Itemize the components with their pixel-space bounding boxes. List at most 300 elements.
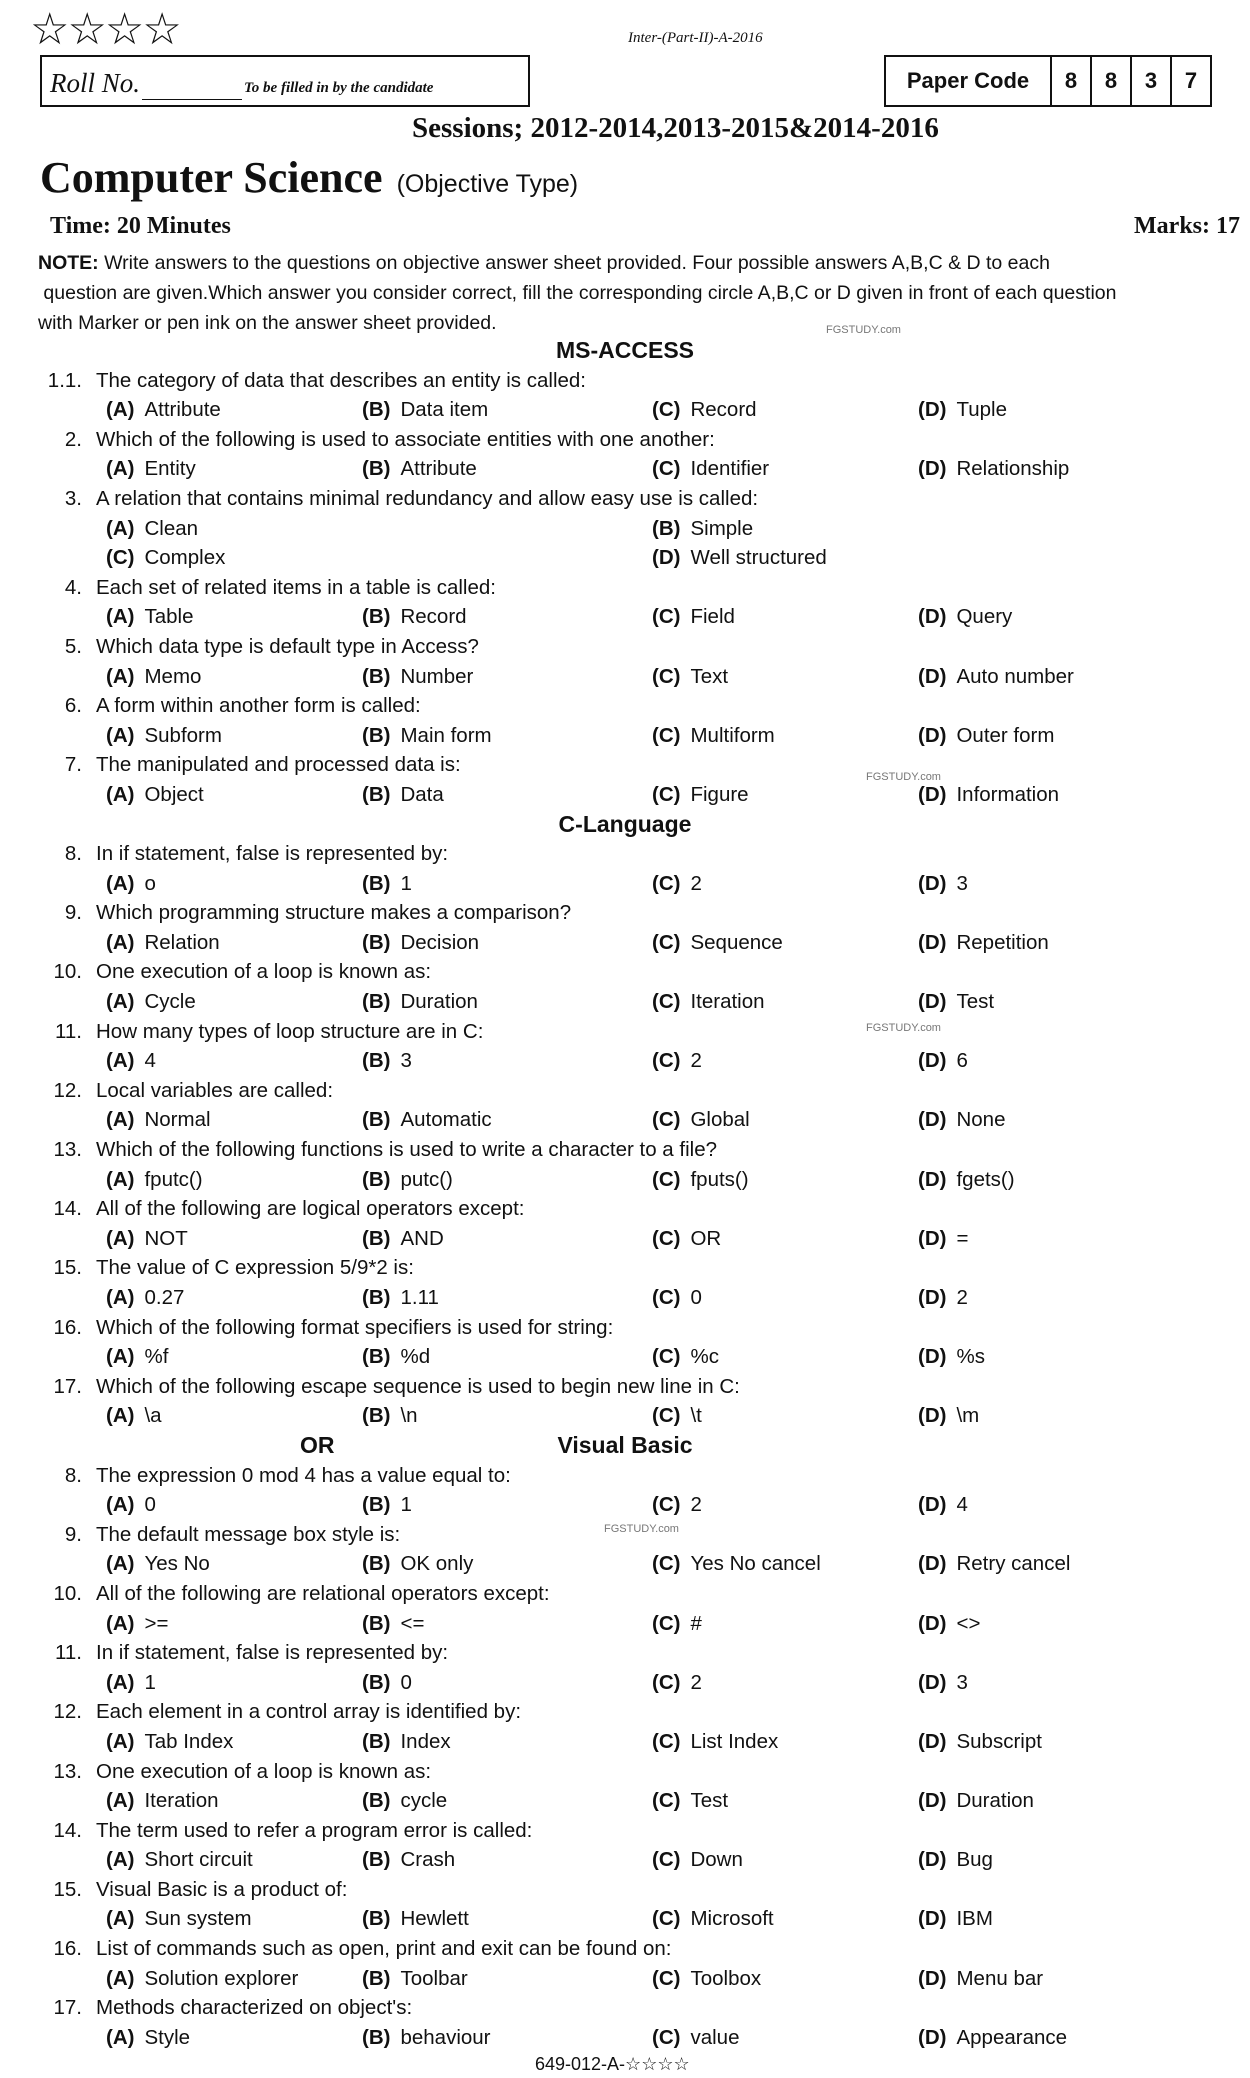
answer-option [106, 1549, 210, 1579]
answer-option [362, 454, 477, 484]
option-text: Repetition [956, 930, 1049, 954]
options-row [0, 454, 1250, 484]
answer-option [362, 1668, 412, 1698]
question [0, 691, 1250, 721]
option-text: Figure [690, 782, 749, 806]
answer-option [918, 1046, 968, 1076]
option-letter: (B) [362, 1552, 391, 1576]
option-letter: (C) [652, 930, 681, 954]
option-letter: (A) [106, 1789, 135, 1813]
option-letter: (D) [918, 1789, 947, 1813]
option-text: Complex [144, 546, 226, 570]
option-text: value [690, 2025, 740, 2049]
section-heading [0, 1431, 1250, 1461]
answer-option [918, 1401, 979, 1431]
answer-option [362, 1283, 439, 1313]
option-text: Solution explorer [144, 1966, 299, 1990]
section-title: MS-ACCESS [555, 337, 694, 363]
answer-option [652, 2023, 739, 2053]
option-letter: (A) [106, 2025, 135, 2049]
options-row [0, 662, 1250, 692]
question-number: 3. [64, 486, 82, 510]
question-number: 2. [64, 427, 82, 451]
question-text: Which of the following escape sequence is used to begin new line in C: [96, 1374, 740, 1398]
question-number: 16. [53, 1315, 82, 1339]
paper-code-digit: 8 [1090, 57, 1130, 105]
option-letter: (A) [106, 1493, 135, 1517]
answer-option [362, 1046, 412, 1076]
option-letter: (C) [652, 1966, 681, 1990]
answer-option [106, 987, 196, 1017]
time-allowed: Time: 20 Minutes [50, 213, 231, 239]
answer-option [362, 1609, 424, 1639]
option-letter: (C) [652, 457, 681, 481]
question [0, 425, 1250, 455]
option-text: 1 [400, 871, 412, 895]
answer-option [362, 1490, 412, 1520]
option-letter: (D) [918, 1670, 947, 1694]
answer-option [362, 602, 467, 632]
option-letter: (A) [106, 1670, 135, 1694]
footer-code: 649-012-A-☆☆☆☆ [535, 2054, 690, 2074]
option-text: Data [400, 782, 444, 806]
option-letter: (B) [362, 1907, 391, 1931]
or-separator: OR [300, 1431, 335, 1458]
answer-option [652, 1668, 702, 1698]
option-text: Toolbox [690, 1966, 762, 1990]
option-text: o [144, 871, 156, 895]
question-number: 10. [53, 960, 82, 984]
option-letter: (C) [652, 782, 681, 806]
option-letter: (C) [652, 723, 681, 747]
option-letter: (C) [652, 664, 681, 688]
option-text: Sequence [690, 930, 783, 954]
option-letter: (B) [362, 1729, 391, 1753]
options-row [0, 869, 1250, 899]
option-text: behaviour [400, 2025, 491, 2049]
question-number: 1.1. [47, 368, 82, 392]
question-number: 15. [53, 1256, 82, 1280]
answer-option [106, 1165, 203, 1195]
question-number: 13. [53, 1138, 82, 1162]
option-letter: (D) [918, 2025, 947, 2049]
answer-option [106, 395, 221, 425]
answer-option [918, 1490, 968, 1520]
question-text: Each element in a control array is identified by: [96, 1700, 522, 1724]
option-letter: (D) [918, 871, 947, 895]
answer-option [918, 454, 1069, 484]
paper-code-digit: 8 [1050, 57, 1090, 105]
option-text: Yes No cancel [690, 1552, 821, 1576]
option-text: Short circuit [144, 1848, 253, 1872]
option-text: 2 [690, 871, 702, 895]
roll-note: To be filled in by the candidate [244, 80, 434, 96]
option-text: OK only [400, 1552, 474, 1576]
answer-option [106, 869, 156, 899]
answer-option [918, 602, 1012, 632]
option-letter: (A) [106, 1404, 135, 1428]
option-letter: (C) [652, 871, 681, 895]
question-text: Which programming structure makes a comparison? [96, 901, 572, 925]
option-text: Hewlett [400, 1907, 469, 1931]
option-text: \n [400, 1404, 418, 1428]
section-title: C-Language [558, 810, 692, 837]
option-text: Record [690, 398, 757, 422]
answer-option [652, 1105, 750, 1135]
option-text: Entity [144, 457, 196, 481]
option-letter: (B) [362, 1966, 391, 1990]
note-line: with Marker or pen ink on the answer sheet provided. [38, 312, 497, 334]
options-row [0, 2023, 1250, 2053]
answer-option [652, 1904, 774, 1934]
option-letter: (B) [362, 457, 391, 481]
answer-option [918, 1549, 1070, 1579]
answer-option [652, 1401, 702, 1431]
option-letter: (A) [106, 1345, 135, 1369]
option-text: \a [144, 1404, 162, 1428]
option-text: fputs() [690, 1167, 749, 1191]
answer-option [652, 1224, 721, 1254]
watermark: FGSTUDY.com [866, 1022, 941, 1034]
options-row [0, 1786, 1250, 1816]
option-text: Multiform [690, 723, 775, 747]
option-letter: (D) [918, 1552, 947, 1576]
option-letter: (C) [652, 1167, 681, 1191]
question-text: The category of data that describes an entity is called: [96, 368, 586, 392]
option-letter: (D) [918, 1907, 947, 1931]
option-text: Retry cancel [956, 1552, 1071, 1576]
option-letter: (D) [918, 1848, 947, 1872]
exam-code: Inter-(Part-II)-A-2016 [628, 30, 763, 46]
option-text: Automatic [400, 1108, 492, 1132]
paper-code-box [884, 55, 1212, 107]
question-number: 4. [64, 575, 82, 599]
option-text: 0.27 [144, 1286, 185, 1309]
roll-number-box [40, 55, 530, 107]
answer-option [106, 543, 225, 573]
answer-option [362, 1964, 468, 1994]
option-letter: (D) [918, 990, 947, 1014]
answer-option [918, 1105, 1005, 1135]
question [0, 1934, 1250, 1964]
question-text: Local variables are called: [96, 1078, 334, 1102]
answer-option [106, 928, 220, 958]
option-letter: (B) [362, 1670, 391, 1694]
option-text: Microsoft [690, 1907, 774, 1931]
option-letter: (A) [106, 516, 135, 540]
answer-option [918, 1668, 968, 1698]
option-letter: (B) [362, 1404, 391, 1428]
answer-option [652, 543, 827, 573]
answer-option [362, 721, 492, 751]
option-text: Iteration [690, 990, 765, 1014]
option-letter: (B) [362, 1049, 391, 1073]
answer-option [106, 1105, 211, 1135]
question-text: In if statement, false is represented by: [96, 1641, 449, 1665]
answer-option [652, 514, 753, 544]
roll-blank [142, 68, 242, 100]
answer-option [362, 1549, 473, 1579]
question-text: Which of the following format specifiers is used for string: [96, 1315, 614, 1339]
answer-option [106, 1224, 188, 1254]
option-letter: (D) [918, 1167, 947, 1191]
answer-option [918, 1786, 1034, 1816]
option-letter: (D) [918, 1345, 947, 1369]
option-letter: (C) [652, 990, 681, 1014]
answer-option [362, 1904, 469, 1934]
option-letter: (A) [106, 1966, 135, 1990]
option-text: <= [400, 1611, 425, 1635]
option-text: Attribute [144, 398, 221, 422]
question [0, 632, 1250, 662]
option-letter: (A) [106, 1226, 135, 1250]
option-letter: (C) [652, 1729, 681, 1753]
option-text: Field [690, 605, 735, 629]
options-row [0, 721, 1250, 751]
option-letter: (B) [362, 1789, 391, 1813]
answer-option [918, 1165, 1015, 1195]
options-row [0, 543, 1250, 573]
option-text: >= [144, 1611, 169, 1635]
answer-option [106, 1727, 233, 1757]
question-number: 10. [53, 1581, 82, 1605]
question-text: List of commands such as open, print and exit can be found on: [96, 1937, 672, 1961]
instructions-note [38, 248, 1238, 338]
section-title: Visual Basic [557, 1431, 693, 1458]
options-row [0, 1845, 1250, 1875]
option-text: List Index [690, 1729, 779, 1753]
option-text: 0 [400, 1670, 412, 1694]
question [0, 1875, 1250, 1905]
option-letter: (B) [362, 723, 391, 747]
answer-option [362, 1727, 451, 1757]
answer-option [106, 1786, 219, 1816]
answer-option [106, 1401, 162, 1431]
question [0, 484, 1250, 514]
answer-option [652, 928, 783, 958]
option-text: Query [956, 605, 1013, 629]
paper-code-label: Paper Code [906, 68, 1030, 93]
options-row [0, 1224, 1250, 1254]
option-letter: (A) [106, 398, 135, 422]
option-text: Yes No [144, 1552, 210, 1576]
question-text: Which data type is default type in Access? [96, 634, 479, 658]
option-text: None [956, 1108, 1006, 1132]
question-number: 16. [53, 1937, 82, 1961]
answer-option [918, 1727, 1042, 1757]
option-text: Crash [400, 1848, 456, 1872]
question [0, 1313, 1250, 1343]
option-text: Appearance [956, 2025, 1068, 2049]
options-row [0, 1105, 1250, 1135]
answer-option [106, 780, 204, 810]
option-letter: (D) [918, 782, 947, 806]
option-text: Object [144, 782, 204, 806]
option-text: Data item [400, 398, 489, 422]
answer-option [652, 721, 775, 751]
question [0, 839, 1250, 869]
question-text: Which of the following functions is used to write a character to a file? [96, 1138, 718, 1162]
answer-option [652, 1342, 719, 1372]
question-text: Each set of related items in a table is called: [96, 575, 496, 599]
option-letter: (C) [652, 1611, 681, 1635]
question [0, 1372, 1250, 1402]
option-text: Subform [144, 723, 222, 747]
option-letter: (A) [106, 664, 135, 688]
stars-mark: ☆☆☆☆ [30, 4, 180, 55]
question [0, 573, 1250, 603]
option-text: Identifier [690, 457, 770, 481]
option-text: Menu bar [956, 1966, 1044, 1990]
question-text: One execution of a loop is known as: [96, 960, 432, 984]
option-letter: (C) [652, 1907, 681, 1931]
answer-option [652, 1609, 702, 1639]
option-text: fgets() [956, 1167, 1015, 1191]
options-row [0, 1283, 1250, 1313]
answer-option [362, 2023, 491, 2053]
options-row [0, 1904, 1250, 1934]
question-text: Methods characterized on object's: [96, 1996, 413, 2020]
option-letter: (B) [362, 990, 391, 1014]
option-text: Decision [400, 930, 480, 954]
option-text: IBM [956, 1907, 993, 1931]
note-line: Write answers to the questions on objective answer sheet provided. Four possible answers A,B,C & D to each [104, 252, 1050, 274]
answer-option [362, 928, 479, 958]
answer-option [652, 454, 769, 484]
option-text: 0 [690, 1286, 702, 1309]
answer-option [652, 1964, 761, 1994]
question-text: The term used to refer a program error is called: [96, 1818, 533, 1842]
answer-option [652, 780, 749, 810]
options-row [0, 1490, 1250, 1520]
answer-option [652, 1165, 749, 1195]
options-row [0, 602, 1250, 632]
answer-option [652, 1727, 778, 1757]
answer-option [918, 1609, 980, 1639]
option-text: 3 [956, 871, 968, 895]
option-text: Toolbar [400, 1966, 468, 1990]
options-row [0, 1046, 1250, 1076]
option-letter: (A) [106, 782, 135, 806]
option-text: Number [400, 664, 474, 688]
answer-option [362, 987, 478, 1017]
question [0, 1253, 1250, 1283]
option-text: \m [956, 1404, 980, 1428]
option-text: Relationship [956, 457, 1070, 481]
answer-option [918, 395, 1007, 425]
option-text: Text [690, 664, 729, 688]
option-text: 3 [956, 1670, 968, 1694]
option-text: Iteration [144, 1789, 219, 1813]
option-text: Cycle [144, 990, 196, 1014]
options-row [0, 1549, 1250, 1579]
watermark: FGSTUDY.com [604, 1523, 679, 1535]
question [0, 1638, 1250, 1668]
answer-option [362, 1224, 444, 1254]
options-row [0, 395, 1250, 425]
answer-option [106, 1904, 252, 1934]
watermark: FGSTUDY.com [826, 324, 901, 336]
option-text: Attribute [400, 457, 477, 481]
option-text: Memo [144, 664, 202, 688]
question-number: 14. [53, 1818, 82, 1842]
option-letter: (D) [918, 1108, 947, 1132]
question-number: 9. [64, 901, 82, 925]
question-number: 5. [64, 634, 82, 658]
answer-option [652, 1490, 702, 1520]
option-letter: (B) [652, 516, 681, 540]
option-text: Bug [956, 1848, 993, 1872]
roll-label: Roll No. [50, 68, 141, 98]
option-letter: (B) [362, 1611, 391, 1635]
option-text: AND [400, 1226, 444, 1250]
option-letter: (D) [918, 1226, 947, 1250]
options-row [0, 1609, 1250, 1639]
option-letter: (C) [652, 1049, 681, 1073]
option-letter: (D) [918, 1049, 947, 1073]
option-text: putc() [400, 1167, 453, 1191]
option-text: <> [956, 1611, 981, 1635]
option-text: OR [690, 1226, 722, 1250]
question-number: 11. [55, 1641, 82, 1665]
question [0, 957, 1250, 987]
question-number: 12. [53, 1700, 82, 1724]
option-letter: (C) [652, 398, 681, 422]
answer-option [362, 780, 444, 810]
answer-option [106, 2023, 190, 2053]
option-text: Record [400, 605, 467, 629]
answer-option [652, 1786, 728, 1816]
option-letter: (C) [652, 1345, 681, 1369]
question-number: 15. [53, 1877, 82, 1901]
option-letter: (C) [652, 1404, 681, 1428]
question-text: Which of the following is used to associate entities with one another: [96, 427, 715, 451]
question [0, 1579, 1250, 1609]
option-text: %s [956, 1345, 985, 1369]
option-letter: (C) [652, 1670, 681, 1694]
answer-option [918, 721, 1054, 751]
answer-option [918, 1845, 993, 1875]
answer-option [106, 602, 193, 632]
option-letter: (A) [106, 723, 135, 747]
options-row [0, 1401, 1250, 1431]
option-letter: (A) [106, 1552, 135, 1576]
answer-option [362, 1342, 430, 1372]
question-text: Visual Basic is a product of: [96, 1877, 348, 1901]
question [0, 1461, 1250, 1491]
option-letter: (B) [362, 398, 391, 422]
option-text: Relation [144, 930, 220, 954]
answer-option [362, 1786, 447, 1816]
option-letter: (D) [918, 1729, 947, 1753]
option-text: Duration [400, 990, 478, 1014]
option-letter: (A) [106, 1729, 135, 1753]
answer-option [918, 662, 1074, 692]
question-text: One execution of a loop is known as: [96, 1759, 432, 1783]
question [0, 1076, 1250, 1106]
option-letter: (D) [918, 1286, 947, 1309]
answer-option [652, 987, 765, 1017]
option-letter: (B) [362, 930, 391, 954]
answer-option [918, 1283, 968, 1313]
option-text: %f [144, 1345, 169, 1369]
roll-number-field [50, 68, 433, 100]
answer-option [918, 1904, 993, 1934]
option-text: Auto number [956, 664, 1074, 688]
option-letter: (A) [106, 990, 135, 1014]
options-row [0, 780, 1250, 810]
question [0, 750, 1250, 780]
